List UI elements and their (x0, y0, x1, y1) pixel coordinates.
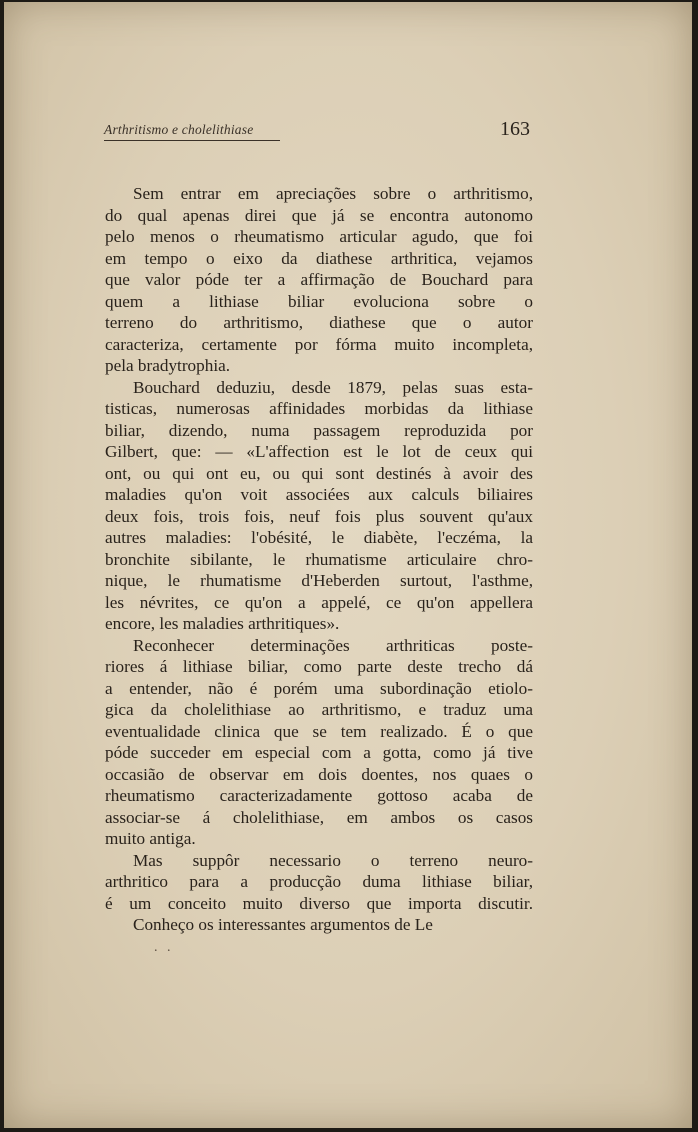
text-line: em tempo o eixo da diathese arthritica, vejamos (105, 248, 533, 268)
text-line: arthritico para a producção duma lithiase biliar, (105, 872, 533, 891)
header-rule (104, 140, 280, 141)
text-line: autres maladies: l'obésité, le diabète, l'eczéma, la (105, 528, 533, 547)
text-line: póde succeder em especial com a gotta, como já tive (105, 743, 533, 762)
body-text (105, 183, 533, 936)
text-line: Mas suppôr necessario o terreno neuro- (133, 850, 533, 870)
footer-marks: . . (154, 940, 174, 955)
text-line: Bouchard deduziu, desde 1879, pelas suas esta- (133, 377, 533, 397)
text-line: maladies qu'on voit associées aux calculs biliaires (105, 485, 533, 504)
text-line: occasião de observar em dois doentes, nos quaes o (105, 764, 533, 784)
text-line: Conheço os interessantes argumentos de Le (133, 915, 433, 934)
text-line: do qual apenas direi que já se encontra autonomo (105, 205, 533, 225)
text-line: Gilbert, que: — «L'affection est le lot de ceux qui (105, 442, 533, 461)
text-line: gica da cholelithiase ao arthritismo, e traduz uma (105, 700, 533, 719)
text-line: bronchite sibilante, le rhumatisme articulaire chro- (105, 549, 533, 569)
text-line: pelo menos o rheumatismo articular agudo, que foi (105, 227, 533, 246)
text-line: eventualidade clinica que se tem realizado. É o que (105, 721, 533, 741)
text-line: ont, ou qui ont eu, ou qui sont destinés à avoir des (105, 463, 533, 483)
text-line: encore, les maladies arthritiques». (105, 614, 340, 633)
running-title: Arthritismo e cholelithiase (104, 122, 254, 137)
text-line: nique, le rhumatisme d'Heberden surtout, l'asthme, (105, 571, 533, 590)
text-line: que valor póde ter a affirmação de Bouchard para (105, 270, 533, 289)
text-line: quem a lithiase biliar evoluciona sobre o (105, 291, 533, 311)
text-line: tisticas, numerosas affinidades morbidas da lithiase (105, 399, 533, 418)
text-line: biliar, dizendo, numa passagem reproduzida por (105, 420, 533, 440)
page-number: 163 (500, 118, 530, 140)
text-line: Sem entrar em apreciações sobre o arthritismo, (133, 184, 533, 203)
text-line: les névrites, ce qu'on a appelé, ce qu'on appellera (105, 592, 533, 612)
text-line: rheumatismo caracterizadamente gottoso acaba de (105, 786, 533, 805)
text-line: terreno do arthritismo, diathese que o autor (105, 313, 533, 332)
text-line: riores á lithiase biliar, como parte deste trecho dá (105, 657, 533, 676)
book-page (4, 2, 692, 1128)
text-line: caracteriza, certamente por fórma muito incompleta, (105, 334, 533, 354)
text-line: é um conceito muito diverso que importa discutir. (105, 893, 533, 913)
text-line: pela bradytrophia. (105, 356, 231, 375)
text-line: muito antiga. (105, 829, 196, 848)
text-line: associar-se á cholelithiase, em ambos os casos (105, 807, 533, 827)
text-line: Reconhecer determinações arthriticas poste- (133, 635, 533, 655)
page-header (104, 120, 534, 148)
text-line: a entender, não é porém uma subordinação etiolo- (105, 678, 533, 698)
text-line: deux fois, trois fois, neuf fois plus souvent qu'aux (105, 506, 533, 526)
